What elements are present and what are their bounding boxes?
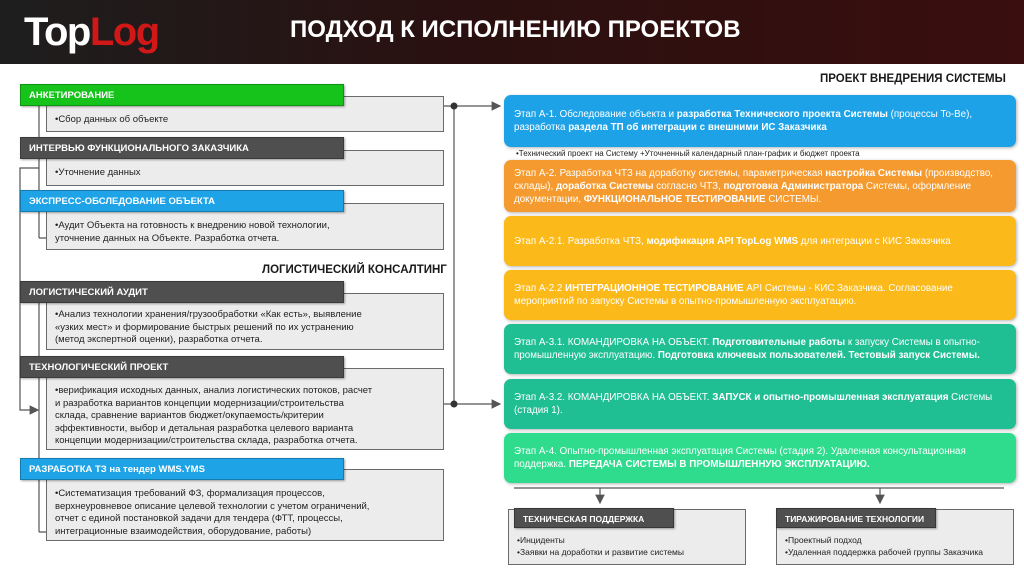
- stage-text-regular: (производство, склады),: [514, 167, 994, 192]
- stage-text-regular: Системы, оформление документации,: [514, 180, 972, 205]
- page-title: ПОДХОД К ИСПОЛНЕНИЮ ПРОЕКТОВ: [290, 16, 741, 43]
- block-line: •Систематизация требований ФЗ, формализация процессов,: [55, 488, 325, 499]
- logo-log-text: Log: [89, 10, 159, 54]
- stage-a2-2: [504, 270, 1016, 320]
- stage-text: [514, 445, 1006, 471]
- stage-text: [514, 167, 1006, 206]
- tag-questionnaire: АНКЕТИРОВАНИЕ: [20, 84, 344, 106]
- stage-text-regular: к запуску Системы в опытно-промышленную эксплуатацию.: [514, 337, 980, 361]
- stage-text-regular: Этап А-2. Разработка ЧТЗ на доработку системы, параметрическая: [514, 167, 826, 179]
- block-line: концепции модернизации/строительства склада, разработка отчета.: [55, 435, 358, 446]
- stage-text-regular: Системы (стадия 1).: [514, 392, 993, 416]
- stage-text-regular: Этап А-3.1. КОМАНДИРОВКА НА ОБЪЕКТ.: [514, 337, 713, 348]
- block-tech-project: [46, 368, 444, 450]
- stage-text: [514, 235, 951, 248]
- stage-a3-1: [504, 324, 1016, 374]
- stage-a2-1: [504, 216, 1016, 266]
- stage-text-bold: ФУНКЦИОНАЛЬНОЕ ТЕСТИРОВАНИЕ: [583, 193, 766, 205]
- stage-text: [514, 391, 1006, 417]
- stage-text-bold: ПЕРЕДАЧА СИСТЕМЫ В ПРОМЫШЛЕННУЮ ЭКСПЛУАТАЦИЮ.: [568, 459, 870, 470]
- stage-text-bold: подготовка Администратора: [723, 180, 864, 192]
- stage-text-regular: (процессы To-Be), разработка: [514, 109, 973, 133]
- tag-logistics-audit: ЛОГИСТИЧЕСКИЙ АУДИТ: [20, 281, 344, 303]
- stage-text-bold: ИНТЕГРАЦИОННОЕ ТЕСТИРОВАНИЕ: [565, 283, 744, 294]
- block-line: отчет с единой постановкой задачи для тендера (ФТТ, процессы,: [55, 513, 343, 524]
- stage-text-regular: Этап А-2.2: [514, 283, 566, 294]
- stage-text-regular: согласно ЧТЗ,: [653, 180, 724, 192]
- tag-replication: ТИРАЖИРОВАНИЕ ТЕХНОЛОГИИ: [776, 508, 936, 528]
- block-line: •Сбор данных об объекте: [55, 114, 169, 125]
- tag-express-survey: ЭКСПРЕСС-ОБСЛЕДОВАНИЕ ОБЪЕКТА: [20, 190, 344, 212]
- stage-text-regular: СИСТЕМЫ.: [765, 193, 822, 205]
- stage-text-bold: раздела ТП об интеграции с внешними ИС Заказчика: [568, 122, 827, 133]
- tag-tender-spec: РАЗРАБОТКА ТЗ на тендер WMS.YMS: [20, 458, 344, 480]
- block-line: верхнеуровневое описание целевой технологии с учетом ограничений,: [55, 500, 370, 512]
- box-line: •Удаленная поддержка рабочей группы Заказчика: [785, 547, 983, 557]
- implementation-label: ПРОЕКТ ВНЕДРЕНИЯ СИСТЕМЫ: [820, 73, 1006, 85]
- stage-text-regular: Этап А-2.1. Разработка ЧТЗ,: [514, 235, 647, 247]
- stage-text-bold: ЗАПУСК и опытно-промышленная эксплуатация: [712, 392, 949, 403]
- block-line: уточнение данных на Объекте. Разработка отчета.: [55, 232, 280, 244]
- stage-text-bold: Подготовка ключевых пользователей. Тестовый запуск Системы.: [657, 350, 980, 361]
- block-line: (метод экспертной оценки), разработка отчета.: [55, 334, 263, 345]
- stage-text-bold: Подготовительные работы: [712, 337, 846, 348]
- stage-text: [514, 108, 1006, 134]
- stage-text: [514, 336, 1006, 362]
- stage-text-bold: доработка Системы: [555, 180, 654, 192]
- tag-interview: ИНТЕРВЬЮ ФУНКЦИОНАЛЬНОГО ЗАКАЗЧИКА: [20, 137, 344, 159]
- stage-text-regular: Этап А-1. Обследование объекта и: [514, 109, 677, 120]
- block-line: •Уточнение данных: [55, 167, 141, 178]
- consulting-label: ЛОГИСТИЧЕСКИЙ КОНСАЛТИНГ: [262, 264, 447, 276]
- box-line: •Проектный подход: [785, 535, 862, 545]
- stage-text-bold: разработка Технического проекта Системы: [676, 109, 888, 120]
- tag-tech-support: ТЕХНИЧЕСКАЯ ПОДДЕРЖКА: [514, 508, 674, 528]
- block-line: и разработка вариантов концепции модернизации/строительства: [55, 397, 344, 409]
- block-line: эффективности, выбор и детальная разработка целевого варианта: [55, 422, 354, 434]
- stage-a2: [504, 160, 1016, 212]
- block-line: •верификация исходных данных, анализ логистических потоков, расчет: [55, 385, 373, 396]
- logo-top-text: Top: [24, 10, 90, 54]
- stage-text-bold: модификация API TopLog WMS: [646, 235, 799, 247]
- tag-tech-project: ТЕХНОЛОГИЧЕСКИЙ ПРОЕКТ: [20, 356, 344, 378]
- block-line: интеграционные взаимодействия, оборудование, работы): [55, 525, 312, 537]
- stage-a1-note: •Технический проект на Систему +Уточненный календарный план-график и бюджет проекта: [516, 149, 860, 158]
- stage-a3-2: [504, 379, 1016, 429]
- block-line: склада, сравнение вариантов бюджет/окупаемость/критерии: [55, 410, 324, 421]
- block-line: •Аудит Объекта на готовность к внедрению новой технологии,: [55, 220, 330, 231]
- stage-text-regular: API Системы - КИС Заказчика. Согласование мероприятий по запуску Системы в опытно-промышленную эксплуатацию.: [514, 283, 953, 307]
- block-line: «узких мест» и формирование быстрых решений по их устранению: [55, 321, 354, 333]
- box-line: •Заявки на доработки и развитие системы: [517, 547, 684, 557]
- connector-middle: [444, 106, 454, 404]
- stage-text-regular: для интеграции с КИС Заказчика: [798, 235, 951, 247]
- stage-text-regular: Этап А-4. Опытно-промышленная эксплуатация Системы (стадия 2). Удаленная консультационная поддержка.: [514, 446, 966, 470]
- box-line: •Инциденты: [517, 535, 565, 545]
- stage-text-regular: Этап А-3.2. КОМАНДИРОВКА НА ОБЪЕКТ.: [514, 392, 713, 403]
- stage-a4: [504, 433, 1016, 483]
- stage-a1: [504, 95, 1016, 147]
- stage-text-bold: настройка Системы: [825, 167, 923, 179]
- stage-text: [514, 282, 1006, 308]
- block-line: •Анализ технологии хранения/грузообработки «Как есть», выявление: [55, 309, 362, 320]
